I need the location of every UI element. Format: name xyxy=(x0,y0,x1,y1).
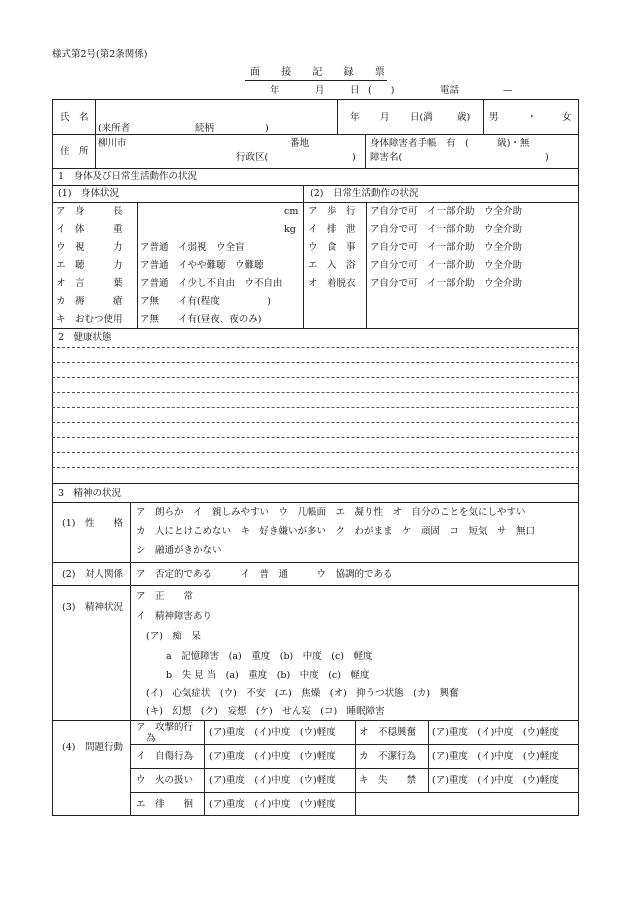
section1-title: 1 身体及び日常生活動作の状況 xyxy=(58,171,198,182)
adl-row-label: ウ 食 事 xyxy=(308,242,356,253)
district-close: ) xyxy=(352,152,356,163)
phone-sep: — xyxy=(503,85,513,96)
mental-line: (イ) 心気症状 (ウ) 不安 (エ) 焦燥 (オ) 抑うつ状態 (カ) 興奮 xyxy=(146,688,459,699)
behavior-item-label: カ 不潔行為 xyxy=(359,751,417,762)
mental-line: a 記憶障害 (a) 重度 (b) 中度 (c) 軽度 xyxy=(166,651,373,662)
age-year: 年 xyxy=(350,112,360,123)
adl-row-value: ア自分で可 イ一部介助 ウ全介助 xyxy=(370,206,523,217)
visitor-close: ) xyxy=(265,123,269,134)
section1-sub2: (2) 日常生活動作の状況 xyxy=(310,188,419,199)
behavior-item-value: (ア)重度 (イ)中度 (ウ)軽度 xyxy=(209,751,336,762)
adl-row-label: オ 着脱衣 xyxy=(308,278,356,289)
body-row-value: ア無 イ有(昼夜、夜のみ) xyxy=(140,314,262,325)
behavior-item-label: オ 不穏興奮 xyxy=(359,727,417,738)
disability-name: 障害名( xyxy=(370,152,403,163)
page-title: 面 接 記 録 票 xyxy=(250,67,394,78)
mental-line: (ア) 痴 呆 xyxy=(146,631,201,642)
sex-female: 女 xyxy=(562,112,572,123)
body-row-label: ウ 視 力 xyxy=(56,242,123,253)
age-suffix: 歳) xyxy=(457,112,471,123)
mental-line: イ 精神障害あり xyxy=(136,611,213,622)
behavior-item-label: ア 攻撃的行 xyxy=(136,722,194,733)
behavior-item-value: (ア)重度 (イ)中度 (ウ)軽度 xyxy=(432,727,559,738)
personality-label: (1) 性 格 xyxy=(62,518,123,529)
age-month: 月 xyxy=(380,112,390,123)
name-label: 氏 名 xyxy=(60,112,89,123)
body-row-value: ア普通 イ少し不自由 ウ不自由 xyxy=(140,278,283,289)
handbook: 身体障害者手帳 有 ( 級)・無 xyxy=(370,138,530,149)
body-row-label: オ 言 葉 xyxy=(56,278,123,289)
relations-value: ア 否定的である イ 普 通 ウ 協調的である xyxy=(136,569,393,580)
behavior-item-label: エ 徘 徊 xyxy=(136,799,194,810)
body-row-value: ア普通 イやや難聴 ウ難聴 xyxy=(140,260,264,271)
behavior-item-label: 為 xyxy=(146,733,156,744)
personality-line: カ 人にとけこめない キ 好き嫌いが多い ク わがまま ケ 頑固 コ 短気 サ 無口 xyxy=(136,526,536,537)
section1-sub1: (1) 身体状況 xyxy=(58,188,119,199)
banchi: 番地 xyxy=(290,138,310,149)
behavior-item-value: (ア)重度 (イ)中度 (ウ)軽度 xyxy=(209,727,336,738)
mental-line: (キ) 幻想 (ク) 妄想 (ケ) せん妄 (コ) 睡眠障害 xyxy=(146,706,385,717)
body-row-label: キ おむつ使用 xyxy=(56,314,123,325)
date-day: 日 xyxy=(350,85,360,96)
body-row-label: イ 体 重 xyxy=(56,224,123,235)
relations-label: (2) 対人関係 xyxy=(62,569,123,580)
visitor-label: (来所者 xyxy=(98,123,131,134)
mental-line: ア 正 常 xyxy=(136,591,194,602)
behavior-item-value: (ア)重度 (イ)中度 (ウ)軽度 xyxy=(432,775,559,786)
date-weekday: ( ) xyxy=(368,85,395,96)
adl-row-label: ア 歩 行 xyxy=(308,206,356,217)
body-row-label: ア 身 長 xyxy=(56,206,123,217)
behavior-label: (4) 問題行動 xyxy=(62,742,123,753)
body-row-label: エ 聴 力 xyxy=(56,260,123,271)
behavior-item-label: キ 失 禁 xyxy=(359,775,417,786)
behavior-item-value: (ア)重度 (イ)中度 (ウ)軽度 xyxy=(209,799,336,810)
phone-label: 電話 xyxy=(440,85,460,96)
personality-line: シ 融通がきかない xyxy=(136,545,222,556)
adl-row-value: ア自分で可 イ一部介助 ウ全介助 xyxy=(370,242,523,253)
body-row-unit: cm xyxy=(284,206,299,217)
date-year: 年 xyxy=(270,85,280,96)
sex-dot: ・ xyxy=(527,112,537,123)
relation-label: 続柄 xyxy=(195,123,215,134)
section3-title: 3 精神の状況 xyxy=(58,488,122,499)
body-row-value: ア普通 イ弱視 ウ全盲 xyxy=(140,242,245,253)
adl-row-label: イ 排 泄 xyxy=(308,224,356,235)
disability-close: ) xyxy=(545,152,549,163)
adl-row-value: ア自分で可 イ一部介助 ウ全介助 xyxy=(370,224,523,235)
sex-male: 男 xyxy=(489,112,499,123)
adl-row-value: ア自分で可 イ一部介助 ウ全介助 xyxy=(370,260,523,271)
district: 行政区( xyxy=(236,152,269,163)
mental-line: b 失 見 当 (a) 重度 (b) 中度 (c) 軽度 xyxy=(166,670,370,681)
body-row-unit: kg xyxy=(284,224,296,235)
body-row-value: ア無 イ有(程度 ) xyxy=(140,296,271,307)
form-number: 様式第2号(第2条関係) xyxy=(52,49,148,60)
address-label: 住 所 xyxy=(60,146,89,157)
behavior-item-value: (ア)重度 (イ)中度 (ウ)軽度 xyxy=(432,751,559,762)
behavior-item-value: (ア)重度 (イ)中度 (ウ)軽度 xyxy=(209,775,336,786)
adl-row-label: エ 入 浴 xyxy=(308,260,356,271)
date-month: 月 xyxy=(315,85,325,96)
adl-row-value: ア自分で可 イ一部介助 ウ全介助 xyxy=(370,278,523,289)
section2-title: 2 健康状態 xyxy=(58,332,112,343)
personality-line: ア 朗らか イ 親しみやすい ウ 几帳面 エ 凝り性 オ 自分のことを気にしやすい xyxy=(136,507,526,518)
body-row-label: カ 褥 瘡 xyxy=(56,296,123,307)
behavior-item-label: ウ 火の扱い xyxy=(136,775,194,786)
city: 柳川市 xyxy=(98,138,127,149)
mental-label: (3) 精神状況 xyxy=(62,602,123,613)
behavior-item-label: イ 自傷行為 xyxy=(136,751,194,762)
age-day: 日(満 xyxy=(410,112,433,123)
